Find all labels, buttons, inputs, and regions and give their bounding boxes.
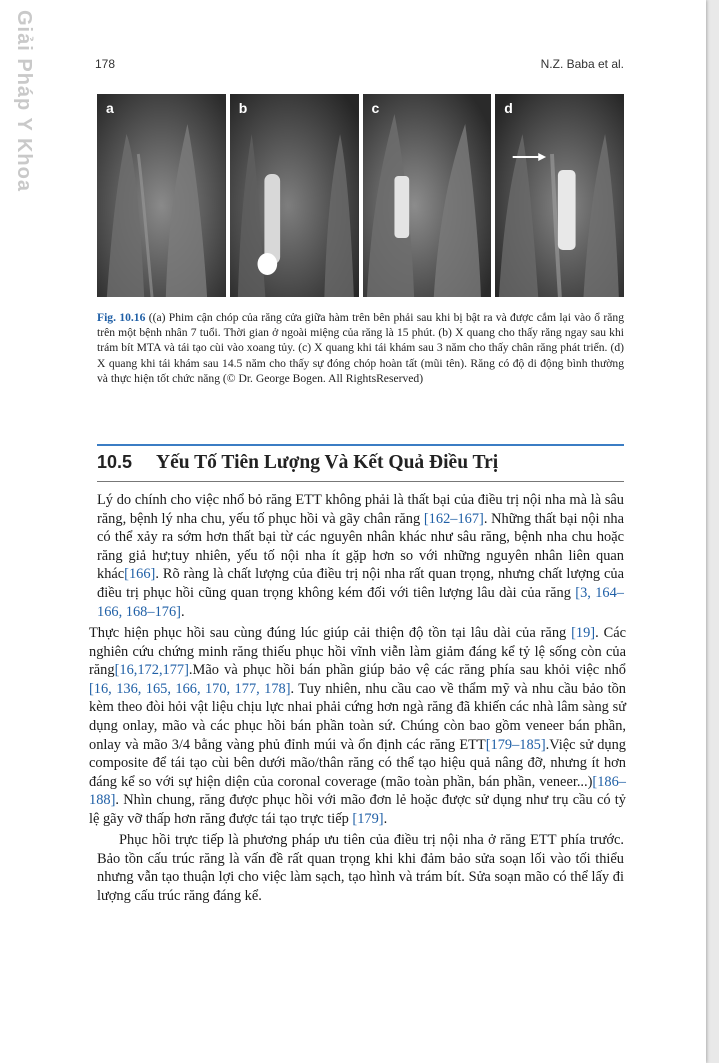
panel-label-b: b [238,100,248,116]
figure-label: Fig. 10.16 [97,311,146,324]
radiograph-figure [97,94,624,297]
page-number: 178 [95,57,116,71]
citation-link[interactable]: [16, 136, 165, 166, 170, 177, 178] [89,680,291,697]
paragraph-1-text: Lý do chính cho việc nhổ bỏ răng ETT không phải là thất bại của điều trị nội nha mà là sâu răng, bệnh lý nha chu, yếu tố phục hồi và gãy chân răng [97,492,624,527]
section-heading [97,452,498,474]
citation-link[interactable]: [179] [352,810,384,827]
section-title: Yếu Tố Tiên Lượng Và Kết Quả Điều Trị [156,452,499,473]
radiograph-panel-c [363,94,492,297]
section-bottom-rule [97,481,624,482]
figure-caption [97,310,624,386]
paragraph-1-text: . [180,603,185,620]
paragraph-2-text: . [383,810,388,827]
citation-link[interactable]: [162–167] [423,510,484,527]
paragraph-2-text: Thực hiện phục hồi sau cùng đúng lúc giúp cải thiện độ tồn tại lâu dài của răng [89,625,572,641]
panel-label-d: d [504,100,513,116]
radiograph-c-image [363,94,492,297]
paragraph-2 [89,624,626,829]
citation-link[interactable]: [179–185] [485,736,546,753]
section-number: 10.5 [97,452,133,472]
caption-text: ((a) Phim cận chóp của răng cửa giữa hàm trên bên phải sau khi bị bật ra và được cắm lại vào ổ răng trên một bệnh nhân 7 tuổi. Thời gian ở ngoài miệng của răng là 15 phút. (b) X quang cho thấy răng ngay sau khi trám bít MTA và tái tạo cùi vào xoang tủy. (c) X quang khi tái khám sau 3 năm cho thấy chân răng phát triển. (d) X quang khi tái khám sau 14.5 năm cho thấy sự đóng chóp hoàn tất (mũi tên). Răng có độ di động bình thường và thực hiện tốt chức năng (© Dr. George Bogen. All RightsReserved) [97,311,625,385]
paragraph-1-text: . Những thất bại nội nha có thể xảy ra sớm hơn thất bại từ các nguyên nhân khác như sâu răng, bệnh nha chu hoặc răng giả hư;tuy nhiên, yếu tố nội nha ít gặp hơn so với những nguyên nhân liên quan khác [97,510,624,583]
panel-label-a: a [106,100,114,116]
paragraph-2-text: .Mão và phục hồi bán phần giúp bảo vệ các răng phía sau khỏi việc nhổ [188,662,626,679]
page-header [95,57,624,71]
citation-link[interactable]: [166] [124,566,156,583]
radiograph-panel-a [97,94,226,297]
radiograph-b-image [230,94,359,297]
paragraph-2-text: . Nhìn chung, răng được phục hồi với mão đơn lẻ hoặc được sử dụng như trụ cầu có tỷ lệ gãy vỡ thấp hơn răng được tái tạo trực tiếp [89,792,626,827]
citation-link[interactable]: [19] [571,625,596,641]
paragraph-2-text: . Tuy nhiên, nhu cầu cao về thẩm mỹ và nhu cầu bảo tồn kèm theo đòi hỏi vật liệu chịu lực nhai phải cứng hơn ngà răng đã khiến các nhà lâm sàng sử dụng onlay, mão và các phục hồi bán phần toàn sứ. Chúng còn bao gồm veneer bán phần, onlay và mão 3/4 bằng vàng phủ đỉnh múi và ổn định các răng ETT [89,680,626,753]
paragraph-2-text: . Các nghiên cứu chứng minh răng thiếu phục hồi vĩnh viễn làm giảm đáng kể tỷ lệ sống còn của răng [89,625,626,679]
paragraph-2-text: .Việc sử dụng composite để tái tạo cùi bên dưới mão/thân răng có thể tạo hiệu quả nâng đỡ, nhưng ít hơn đáng kể so với sự hiện diện của coronal coverage (mão toàn phần, bán phần, veneer...) [89,736,626,790]
paragraph-3: Phục hồi trực tiếp là phương pháp ưu tiên của điều trị nội nha ở răng ETT phía trước. Bảo tồn cấu trúc răng là vấn đề rất quan trọng khi khi đảm bảo sửa soạn lối vào tối thiểu nhưng vẫn tạo thuận lợi cho việc làm sạch, tạo hình và trám bít. Sửa soạn mão có thể lấy đi lượng cấu trúc răng đáng kể. [97,832,624,904]
paragraph-1 [97,491,624,621]
panel-label-c: c [371,100,380,116]
running-authors: N.Z. Baba et al. [540,57,624,71]
citation-link[interactable]: [3, 164–166, 168–176] [97,584,625,620]
citation-link[interactable]: [16,172,177] [114,662,189,679]
paragraph-1-text: . Rõ ràng là chất lượng của điều trị nội nha rất quan trọng, nhưng chất lượng của điều trị phục hồi cũng quan trọng không kém đối với tiên lượng lâu dài của răng [97,566,624,601]
citation-link[interactable]: [186–188] [89,773,626,809]
arrow-icon [495,94,624,297]
radiograph-a-image [97,94,226,297]
section-top-rule [97,444,624,446]
watermark: Giải Pháp Y Khoa [13,10,35,192]
radiograph-panel-d [495,94,624,297]
radiograph-panel-b [230,94,359,297]
